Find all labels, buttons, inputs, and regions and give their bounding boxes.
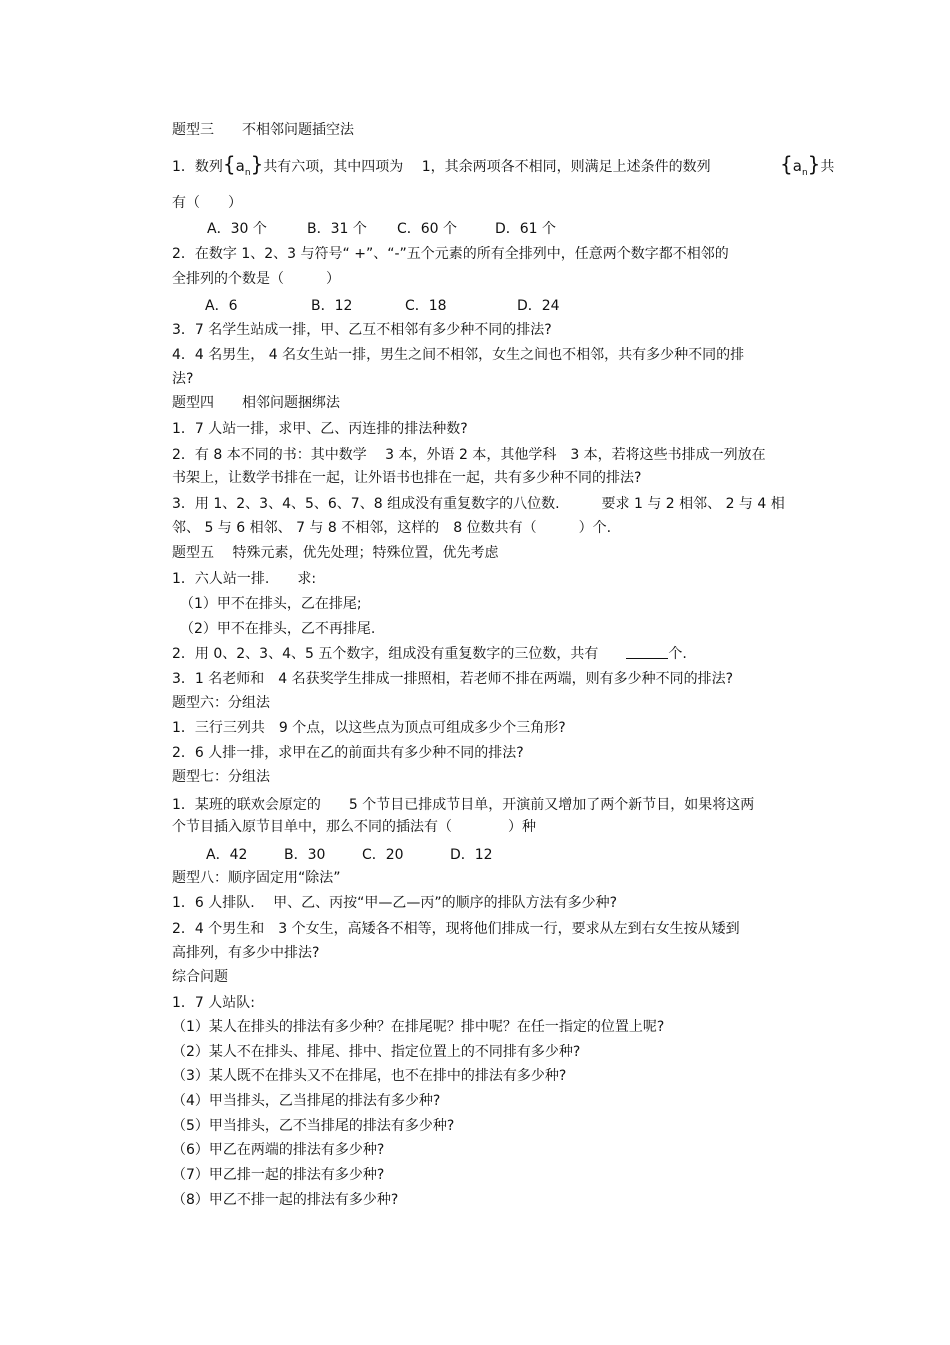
question-line: 3．7 名学生站成一排，甲、乙互不相邻有多少种不同的排法? <box>172 322 552 338</box>
question-line: 1．三行三列共 9 个点，以这些点为顶点可组成多少个三角形? <box>172 720 566 736</box>
question-line: 2．4 个男生和 3 个女生，高矮各不相等，现将他们排成一行，要求从左到右女生按从矮到 <box>172 921 740 937</box>
section-heading-type8: 题型八：顺序固定用“除法” <box>172 870 341 886</box>
sub-question: （2）甲不在排头，乙不再排尾. <box>180 621 376 637</box>
section-heading-type4: 题型四 相邻问题捆绑法 <box>172 395 340 411</box>
question-line: 个节目插入原节目单中，那么不同的插法有（ ）种 <box>172 819 536 835</box>
sub-question: （2）某人不在排头、排尾、排中、指定位置上的不同排有多少种? <box>172 1044 581 1060</box>
answer-options <box>207 220 556 238</box>
option-b: B．12 <box>311 298 353 314</box>
question-line: 邻、 5 与 6 相邻、 7 与 8 不相邻，这样的 8 位数共有（ ）个. <box>172 520 612 536</box>
option-a: A．42 <box>206 847 248 863</box>
sub-question: （3）某人既不在排头又不在排尾，也不在排中的排法有多少种? <box>172 1068 567 1084</box>
section-heading-comprehensive: 综合问题 <box>172 969 228 985</box>
sub-question: （6）甲乙在两端的排法有多少种? <box>172 1142 385 1158</box>
question-line: 全排列的个数是（ ） <box>172 271 340 287</box>
question-line <box>172 645 687 663</box>
question-line: 1．六人站一排. 求: <box>172 571 317 587</box>
sequence-symbol: $\{a_n\}$ <box>222 152 264 178</box>
option-c: C．18 <box>405 298 447 314</box>
option-d: D．61 个 <box>495 221 557 237</box>
question-line: 有（ ） <box>172 195 242 211</box>
option-c: C．60 个 <box>397 221 458 237</box>
option-a: A．6 <box>205 298 238 314</box>
answer-options <box>205 297 560 315</box>
section-heading-type5: 题型五 特殊元素，优先处理；特殊位置，优先考虑 <box>172 545 499 561</box>
sub-question: （5）甲当排头，乙不当排尾的排法有多少种? <box>172 1118 455 1134</box>
option-b: B．30 <box>284 847 326 863</box>
question-text: 共有六项，其中四项为 1，其余两项各不相同，则满足上述条件的数列 <box>263 159 711 175</box>
question-line <box>172 152 711 182</box>
question-line: 1．7 人站队: <box>172 995 255 1011</box>
option-a: A．30 个 <box>207 221 267 237</box>
sub-question: （1）某人在排头的排法有多少种？在排尾呢？排中呢？在任一指定的位置上呢? <box>172 1019 665 1035</box>
question-line: 1．6 人排队. 甲、乙、丙按“甲—乙—丙”的顺序的排队方法有多少种? <box>172 895 618 911</box>
sequence-symbol: $\{a_n\}$ <box>780 152 821 178</box>
question-line: 2．在数字 1、2、3 与符号“ +”、“-”五个元素的所有全排列中，任意两个数字都不相邻的 <box>172 246 729 262</box>
question-line: 2．6 人排一排，求甲在乙的前面共有多少种不同的排法? <box>172 745 524 761</box>
question-line: 高排列，有多少中排法? <box>172 945 320 961</box>
section-heading-type7: 题型七：分组法 <box>172 769 270 785</box>
sub-question: （7）甲乙排一起的排法有多少种? <box>172 1167 385 1183</box>
question-text: 共 <box>820 159 835 175</box>
question-text: 2．用 0、2、3、4、5 五个数字，组成没有重复数字的三位数，共有 <box>172 646 627 662</box>
question-text: 1．数列 <box>172 159 223 175</box>
section-heading-type3: 题型三 不相邻问题插空法 <box>172 122 354 138</box>
question-line: 1．某班的联欢会原定的 5 个节目已排成节目单，开演前又增加了两个新节目，如果将这两 <box>172 797 755 813</box>
option-c: C．20 <box>362 847 404 863</box>
answer-options <box>206 846 493 864</box>
option-d: D．24 <box>517 298 560 314</box>
question-line: 2．有 8 本不同的书：其中数学 3 本，外语 2 本，其他学科 3 本，若将这些书排成一列放在 <box>172 447 766 463</box>
question-line: 3．1 名老师和 4 名获奖学生排成一排照相，若老师不排在两端，则有多少种不同的排法? <box>172 671 734 687</box>
question-line-tail <box>780 152 835 182</box>
option-b: B．31 个 <box>307 221 367 237</box>
question-line: 书架上，让数学书排在一起，让外语书也排在一起，共有多少种不同的排法? <box>172 470 642 486</box>
sub-question: （8）甲乙不排一起的排法有多少种? <box>172 1192 399 1208</box>
question-line: 4．4 名男生， 4 名女生站一排，男生之间不相邻，女生之间也不相邻，共有多少种不同的排 <box>172 347 745 363</box>
answer-blank <box>626 646 668 659</box>
sub-question: （4）甲当排头，乙当排尾的排法有多少种? <box>172 1093 441 1109</box>
question-line: 3．用 1、2、3、4、5、6、7、8 组成没有重复数字的八位数. 要求 1 与 2 相邻、 2 与 4 相 <box>172 496 785 512</box>
question-line: 1．7 人站一排，求甲、乙、丙连排的排法种数? <box>172 421 468 437</box>
question-text: 个. <box>668 646 687 662</box>
section-heading-type6: 题型六：分组法 <box>172 695 270 711</box>
option-d: D．12 <box>450 847 493 863</box>
question-line: 法? <box>172 371 194 387</box>
sub-question: （1）甲不在排头，乙在排尾; <box>180 596 362 612</box>
